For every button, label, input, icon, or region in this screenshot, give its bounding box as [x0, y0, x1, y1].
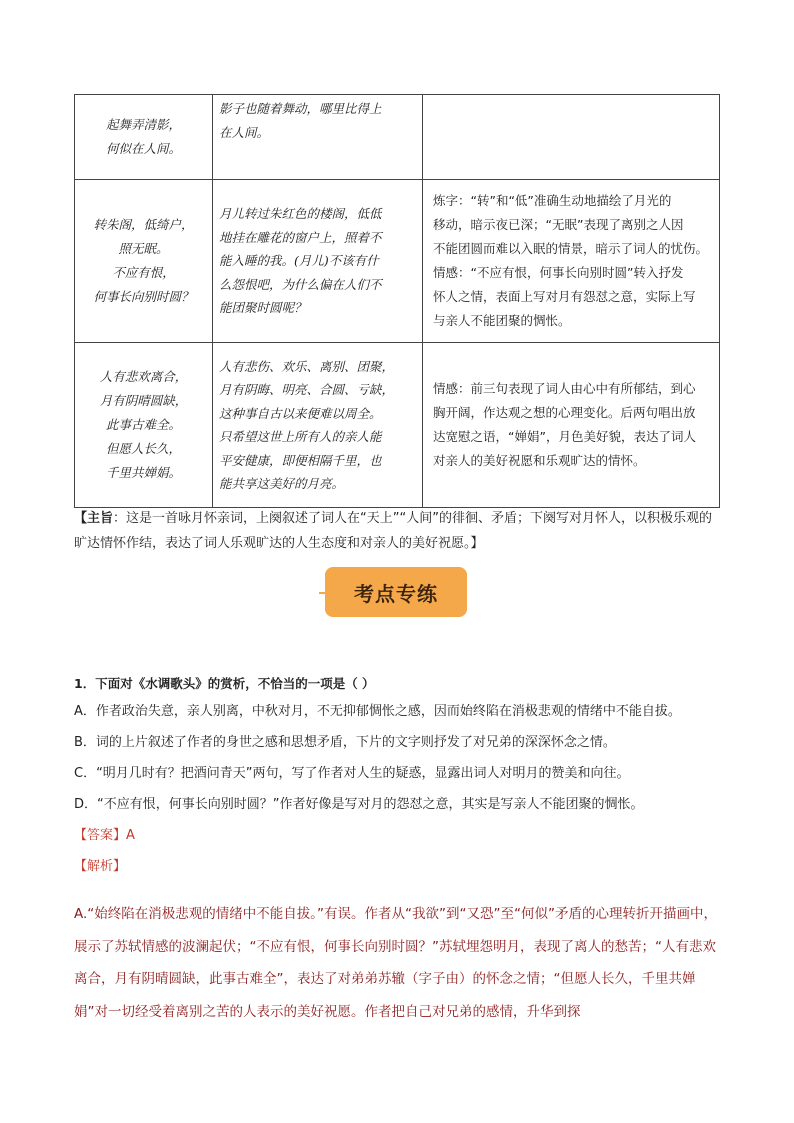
- poem-analysis-table: [74, 94, 720, 508]
- translation-line: 地挂在雕花的窗户上，照着不: [219, 229, 382, 245]
- note-line: 炼字：“转”和“低”准确生动地描绘了月光的: [433, 193, 672, 208]
- original-cell: [75, 95, 213, 180]
- note-line: 移动，暗示夜已深；“无眠”表现了离别之人因: [433, 217, 684, 232]
- analysis-tag: 【解析】: [74, 859, 127, 874]
- question-block: [74, 672, 734, 882]
- option-d: D．“不应有恨，何事长向别时圆？”作者好像是写对月的怨怼之意，其实是写亲人不能团聚的惆怅。: [74, 797, 644, 812]
- translation-line: 能团聚时圆呢？: [219, 300, 307, 316]
- theme-text: ：这是一首咏月怀亲词，上阕叙述了词人在“天上”“人间”的徘徊、矛盾；下阕写对月怀人，以积极乐观的旷达情怀作结，表达了词人乐观旷达的人生态度和对亲人的美好祝愿。】: [74, 511, 712, 551]
- translation-cell: [213, 95, 423, 180]
- note-line: 与亲人不能团聚的惆怅。: [433, 313, 571, 328]
- original-line: 但愿人长久，: [105, 441, 181, 456]
- translation-line: 么怨恨吧，为什么偏在人们不: [219, 276, 382, 292]
- original-line: 照无眠。: [118, 241, 169, 256]
- translation-line: 只希望这世上所有人的亲人能: [219, 429, 382, 444]
- note-line: 不能团圆而难以入眠的情景，暗示了词人的忧伤。: [433, 241, 709, 256]
- original-line: 何事长向别时圆？: [93, 289, 194, 304]
- original-line: 千里共婵娟。: [105, 465, 181, 480]
- section-banner: 考点专练: [325, 567, 467, 617]
- option-c: C．“明月几时有？把酒问青天”两句，写了作者对人生的疑惑，显露出词人对明月的赞美和向往。: [74, 766, 630, 781]
- note-line: 达宽慰之语，“婵娟”，月色美好貌，表达了词人: [433, 429, 696, 444]
- original-line: 不应有恨，: [112, 265, 175, 280]
- note-line: 情感：“不应有恨，何事长向别时圆”转入抒发: [433, 265, 684, 280]
- note-line: 胸开阔，作达观之想的心理变化。后两句唱出放: [433, 405, 696, 420]
- analysis-text: A.“始终陷在消极悲观的情绪中不能自拔。”有误。作者从“我欲”到“又恐”至“何似”矛盾的心理转折开描画中，展示了苏轼情感的波澜起伏；“不应有恨，何事长向别时圆？”苏轼埋怨明月，表现了离人的愁苦；“人有悲欢离合，月有阴晴圆缺，此事古难全”，表达了对弟弟苏辙（字子由）的怀念之情；“但愿人长久，千里共婵娟”对一切经受着离别之苦的人表示的美好祝愿。作者把自己对兄弟的感情，升华到探: [74, 906, 717, 1020]
- theme-label: 【主旨: [74, 511, 114, 526]
- translation-line: 这种事自古以来便难以周全。: [219, 405, 382, 421]
- original-line: 月有阴晴圆缺，: [99, 393, 188, 408]
- note-line: 怀人之情，表面上写对月有怨怼之意，实际上写: [433, 289, 696, 304]
- translation-line: 人有悲伤、欢乐、离别、团聚，: [219, 358, 395, 374]
- table-row: [75, 95, 720, 180]
- option-a: A．作者政治失意，亲人别离，中秋对月，不无抑郁惆怅之感，因而始终陷在消极悲观的情绪中不能自拔。: [74, 704, 681, 719]
- original-line: 人有悲欢离合，: [99, 369, 188, 384]
- translation-cell: [213, 343, 423, 508]
- translation-cell: [213, 180, 423, 343]
- question-title: 1．下面对《水调歌头》的赏析，不恰当的一项是（ ）: [74, 676, 375, 691]
- original-line: 何似在人间。: [105, 141, 181, 156]
- original-cell: [75, 180, 213, 343]
- translation-line: 能入睡的我。(月儿)不该有什: [219, 253, 379, 269]
- original-cell: [75, 343, 213, 508]
- table-row: [75, 343, 720, 508]
- option-b: B．词的上片叙述了作者的身世之感和思想矛盾，下片的文字则抒发了对兄弟的深深怀念之情。: [74, 735, 616, 750]
- original-line: 起舞弄清影，: [105, 117, 181, 132]
- translation-line: 在人间。: [219, 124, 270, 140]
- theme-summary: [74, 506, 724, 556]
- note-cell: [423, 180, 720, 343]
- note-cell: [423, 95, 720, 180]
- original-line: 转朱阁，低绮户，: [93, 217, 194, 232]
- note-cell: [423, 343, 720, 508]
- translation-line: 月儿转过朱红色的楼阁，低低: [219, 206, 382, 222]
- note-line: 对亲人的美好祝愿和乐观旷达的情怀。: [433, 453, 646, 468]
- translation-line: 影子也随着舞动，哪里比得上: [219, 101, 382, 116]
- translation-line: 平安健康，即便相隔千里，也: [219, 452, 382, 468]
- answer-tag: 【答案】A: [74, 828, 135, 843]
- table-row: [75, 180, 720, 343]
- translation-line: 能共享这美好的月亮。: [219, 476, 345, 491]
- translation-line: 月有阴晦、明亮、合圆、亏缺，: [219, 382, 395, 397]
- note-line: 情感：前三句表现了词人由心中有所郁结，到心: [433, 381, 696, 396]
- original-line: 此事古难全。: [105, 417, 181, 432]
